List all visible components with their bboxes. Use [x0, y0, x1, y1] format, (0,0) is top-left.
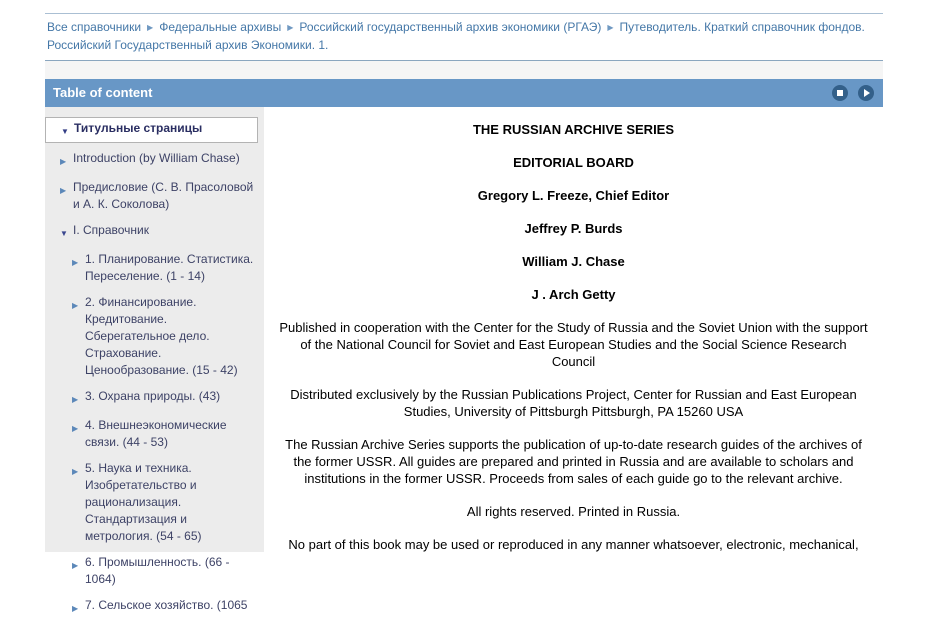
toc-item-label: 7. Сельское хозяйство. (1065	[85, 598, 248, 612]
toc-item-label: 1. Планирование. Статистика. Переселение. (1 - 14)	[85, 252, 254, 283]
content-heading: EDITORIAL BOARD	[513, 155, 634, 170]
toc-item-label: 5. Наука и техника. Изобретательство и рационализация. Стандартизация и метрология. (54 - 65)	[85, 461, 202, 543]
content-paragraph: All rights reserved. Printed in Russia.	[466, 504, 681, 519]
content-heading: William J. Chase	[522, 254, 625, 269]
breadcrumb-separator-icon: ▶	[287, 23, 294, 32]
chevron-right-icon[interactable]: ▶	[72, 467, 79, 476]
panel-titlebar	[45, 79, 883, 107]
toc-item[interactable]	[45, 388, 258, 408]
content-row	[45, 107, 883, 613]
content-area	[264, 107, 883, 552]
content-paragraph: No part of this book may be used or reproduced in any manner whatsoever, electronic, mechanical,	[288, 537, 859, 552]
toc-item[interactable]	[45, 179, 258, 213]
breadcrumb-link[interactable]: Российский государственный архив экономики (РГАЭ)	[299, 20, 602, 34]
toc-item-label: 4. Внешнеэкономические связи. (44 - 53)	[85, 418, 227, 449]
breadcrumb-separator-icon: ▶	[147, 23, 154, 32]
chevron-right-icon[interactable]: ▶	[72, 561, 79, 570]
toc-item-label: Introduction (by William Chase)	[73, 151, 240, 165]
toc-item[interactable]	[45, 554, 258, 588]
content-heading: Gregory L. Freeze, Chief Editor	[477, 188, 670, 203]
toc-item[interactable]	[45, 150, 258, 170]
chevron-down-icon[interactable]: ▼	[61, 127, 69, 136]
breadcrumb-separator-icon: ▶	[607, 23, 614, 32]
breadcrumb	[45, 13, 883, 61]
breadcrumb-link[interactable]: Путеводитель. Краткий справочник фондов. Российский Государственный архив Экономики. 1.	[47, 20, 865, 52]
chevron-right-icon[interactable]: ▶	[60, 157, 67, 166]
chevron-right-icon[interactable]: ▶	[72, 301, 79, 310]
panel-top-strip	[45, 61, 883, 79]
toc-item-label: 2. Финансирование. Кредитование. Сберегательное дело. Страхование. Ценообразование. (15 - 42)	[85, 295, 238, 377]
chevron-right-icon[interactable]: ▶	[72, 424, 79, 433]
chevron-right-icon[interactable]: ▶	[72, 395, 79, 404]
toc-item[interactable]	[45, 294, 258, 379]
toc-item[interactable]	[45, 597, 258, 617]
table-of-contents-tree	[45, 107, 264, 613]
toc-item[interactable]	[45, 222, 258, 242]
content-heading: J . Arch Getty	[531, 287, 616, 302]
content-paragraph: Distributed exclusively by the Russian Publications Project, Center for Russian and East European Studies, University of Pittsburgh Pittsburgh, PA 15260 USA	[290, 387, 857, 419]
next-button[interactable]	[858, 85, 874, 101]
toc-item[interactable]	[45, 117, 258, 143]
arrow-right-icon	[864, 89, 870, 97]
toc-item-label: Титульные страницы	[74, 121, 203, 135]
breadcrumb-link[interactable]: Федеральные архивы	[159, 20, 282, 34]
toc-item[interactable]	[45, 460, 258, 545]
toc-item-label: 3. Охрана природы. (43)	[85, 389, 221, 403]
chevron-right-icon[interactable]: ▶	[60, 186, 67, 195]
stop-square-icon	[837, 90, 843, 96]
chevron-down-icon[interactable]: ▼	[60, 229, 68, 238]
toc-item[interactable]	[45, 251, 258, 285]
toc-item-label: I. Справочник	[73, 223, 149, 237]
content-heading: Jeffrey P. Burds	[524, 221, 623, 236]
toc-item-label: Предисловие (С. В. Прасоловой и А. К. Соколова)	[73, 180, 254, 211]
chevron-right-icon[interactable]: ▶	[72, 604, 79, 613]
content-paragraph: Published in cooperation with the Center for the Study of Russia and the Soviet Union with the support of the National Council for Soviet and East European Studies and the Social Science Research Council	[279, 320, 868, 369]
content-paragraph: The Russian Archive Series supports the publication of up-to-date research guides of the archives of the former USSR. All guides are prepared and printed in Russia and are available to scholars and institutions in the former USSR. Proceeds from sales of each guide go to the relevant archive.	[285, 437, 862, 486]
breadcrumb-link[interactable]: Все справочники	[47, 20, 142, 34]
panel-title: Table of content	[53, 85, 153, 100]
panel-buttons	[826, 85, 874, 113]
stop-button[interactable]	[832, 85, 848, 101]
content-heading: THE RUSSIAN ARCHIVE SERIES	[472, 122, 675, 137]
page	[45, 0, 883, 613]
toc-item-label: 6. Промышленность. (66 - 1064)	[85, 555, 230, 586]
toc-item[interactable]	[45, 417, 258, 451]
chevron-right-icon[interactable]: ▶	[72, 258, 79, 267]
